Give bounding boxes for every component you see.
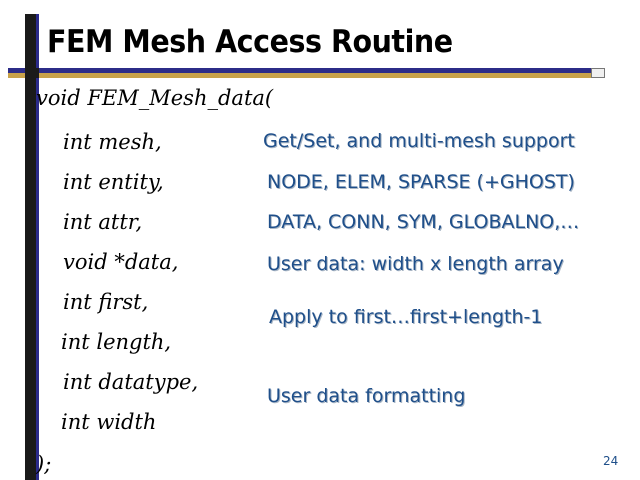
divider-bar-junction: [25, 68, 39, 78]
code-line-data: void *data,: [63, 250, 179, 274]
note-mesh: Get/Set, and multi-mesh support: [263, 130, 575, 152]
left-accent-bar: [25, 14, 36, 480]
code-line-first: int first,: [63, 290, 149, 314]
code-line-length: int length,: [61, 330, 172, 354]
slide-title: FEM Mesh Access Routine: [47, 24, 453, 60]
code-line-datatype: int datatype,: [63, 370, 199, 394]
code-line-entity: int entity,: [63, 170, 164, 194]
note-datatype: User data formatting: [267, 385, 466, 407]
code-line-width: int width: [61, 410, 157, 434]
code-line-function: void FEM_Mesh_data(: [36, 86, 274, 110]
note-entity: NODE, ELEM, SPARSE (+GHOST): [267, 171, 575, 193]
divider-gold-band: [8, 73, 605, 78]
note-first-length: Apply to first…first+length-1: [269, 306, 543, 328]
code-line-attr: int attr,: [63, 210, 143, 234]
note-attr: DATA, CONN, SYM, GLOBALNO,…: [267, 211, 580, 233]
title-divider: [8, 68, 605, 78]
left-accent-stripe: [36, 14, 39, 480]
page-number: 24: [603, 454, 619, 468]
code-line-close: );: [36, 452, 52, 476]
code-line-mesh: int mesh,: [63, 130, 162, 154]
divider-end-block: [591, 68, 605, 78]
note-data: User data: width x length array: [267, 253, 564, 275]
